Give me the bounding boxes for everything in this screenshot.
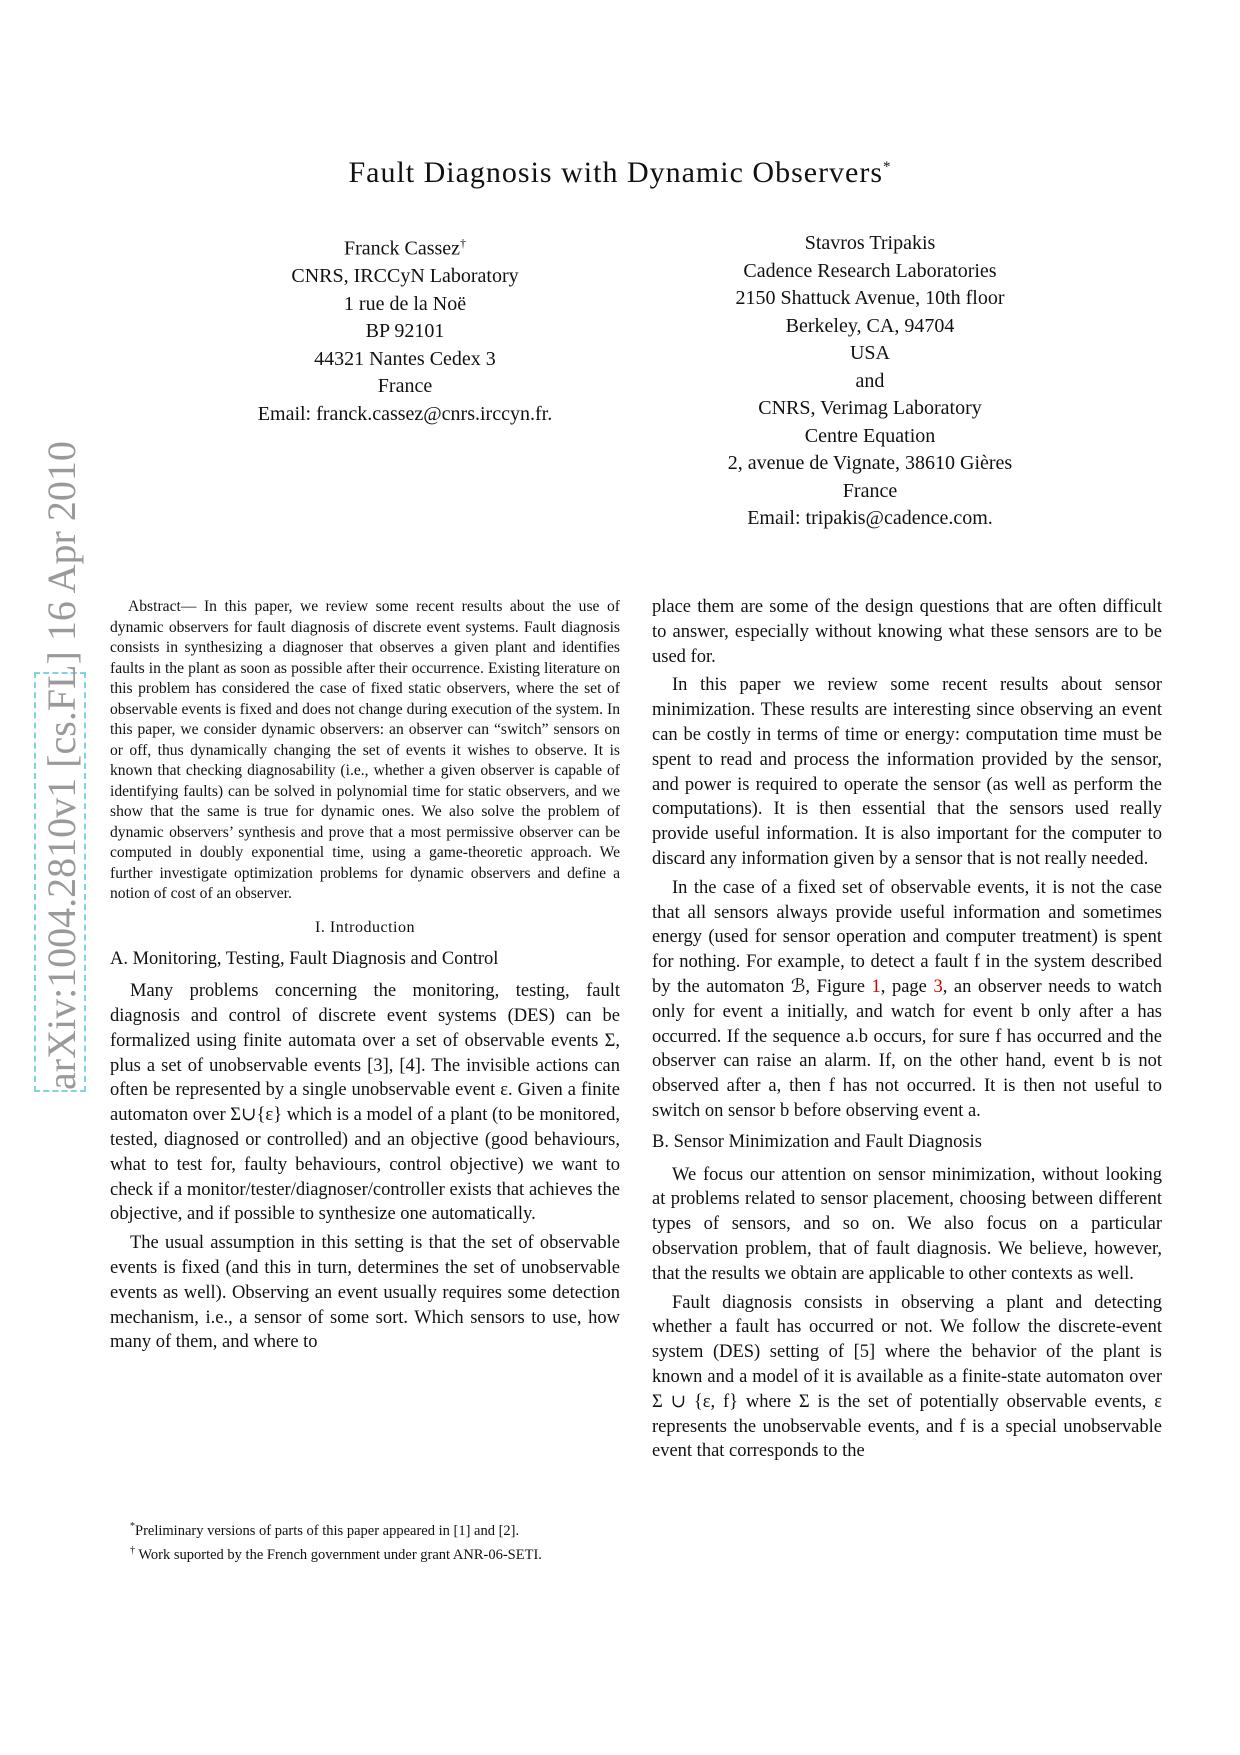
affiliation-line: France <box>842 479 898 502</box>
affiliation-line: 2, avenue de Vignate, 38610 Gières <box>727 452 1013 474</box>
title-text: Fault Diagnosis with Dynamic Observers <box>348 156 884 189</box>
author-email: Email: tripakis@cadence.com. <box>747 507 993 529</box>
author-name: Franck Cassez† <box>343 236 467 260</box>
affiliation-line: Berkeley, CA, 94704 <box>785 314 955 337</box>
paragraph: place them are some of the design questions that are often difficult to answer, especially without knowing what these sensors are to be used for. <box>652 597 1162 667</box>
paragraph: In this paper we review some recent results about sensor minimization. These results are interesting since observing an event can be costly in terms of time or energy: computation time must be spent to read and process the information provided by the sensor, and power is required to operate the sensor (as well as perform the computations). It is then essential that the sensors used really provide useful information. It is also important for the computer to discard any information given by a sensor that is not really needed. <box>652 675 1162 869</box>
affiliation-line: CNRS, Verimag Laboratory <box>758 397 982 419</box>
right-column <box>652 595 1162 1468</box>
paragraph: Many problems concerning the monitoring, testing, fault diagnosis and control of discrete event systems (DES) can be formalized using finite automata over a set of observable events Σ, plus a set of unobservable events [3], [4]. The invisible actions can often be represented by a single unobservable event ε. Given a finite automaton over Σ∪{ε} which is a model of a plant (to be monitored, tested, diagnosed or controlled) and an objective (good behaviours, what to test for, faulty behaviours, control objective) we want to check if a monitor/tester/diagnoser/controller exists that achieves the objective, and if possible to synthesize one automatically. <box>110 981 620 1225</box>
paragraph: We focus our attention on sensor minimization, without looking at problems related to sensor placement, choosing between different types of sensors, and so on. We also focus on a particular observation problem, that of fault diagnosis. We believe, however, that the results we obtain are applicable to other contexts as well. <box>652 1164 1162 1284</box>
author-block-left <box>200 230 610 428</box>
affiliation-line: CNRS, IRCCyN Laboratory <box>291 265 519 288</box>
section-title: Introduction <box>329 918 415 936</box>
affiliation-line: France <box>377 375 433 398</box>
body-text-left <box>110 947 620 1356</box>
paper-title <box>0 156 1240 190</box>
affiliation-line: and <box>855 369 885 392</box>
author-email: Email: franck.cassez@cnrs.irccyn.fr. <box>257 402 553 425</box>
arxiv-stamp[interactable]: arXiv:1004.2810v1 [cs.FL] 16 Apr 2010 <box>34 672 86 1092</box>
subsection-heading: B. Sensor Minimization and Fault Diagnosis <box>652 1131 982 1152</box>
affiliation-line: 44321 Nantes Cedex 3 <box>314 347 496 370</box>
footnote: † Work suported by the French government under grant ANR-06-SETI. <box>130 1544 542 1563</box>
paragraph: Fault diagnosis consists in observing a plant and detecting whether a fault has occurred or not. We follow the discrete-event system (DES) setting of [5] where the behavior of the plant is known and a model of it is available as a finite-state automaton over Σ ∪ {ε, f} where Σ is the set of potentially observable events, ε represents the unobservable events, and f is a special unobservable event that corresponds to the <box>652 1292 1162 1462</box>
affiliation-line: 2150 Shattuck Avenue, 10th floor <box>735 287 1005 309</box>
affiliation-line: USA <box>849 342 890 364</box>
abstract-label: Abstract— <box>128 598 197 615</box>
left-column <box>110 597 620 1359</box>
footnotes <box>110 1517 620 1565</box>
footnote: *Preliminary versions of parts of this paper appeared in [1] and [2]. <box>130 1521 520 1539</box>
paragraph: The usual assumption in this setting is that the set of observable events is fixed (and this in turn, determines the set of unobservable events as well). Observing an event usually requires some detection mechanism, i.e., a sensor of some sort. Which sensors to use, how many of them, and where to <box>110 1233 620 1353</box>
title-footnote-mark: * <box>883 159 892 175</box>
affiliation-line: Cadence Research Laboratories <box>743 259 997 282</box>
abstract <box>110 597 620 905</box>
author-name: Stavros Tripakis <box>804 232 936 254</box>
paragraph: In the case of a fixed set of observable events, it is not the case that all sensors always provide useful information and sometimes energy (used for sensor operation and computer treatment) is spent for nothing. For example, to detect a fault f in the system described by the automaton ℬ, Figure 1, page 3, an observer needs to watch only for event a initially, and watch for event b only after a has occurred. If the sequence a.b occurs, for sure f has occurred and the observer can raise an alarm. If, on the other hand, event b is not observed after a, then f has not occurred. It is then not useful to switch on sensor b before observing event a. <box>652 877 1163 1121</box>
abstract-text: In this paper, we review some recent results about the use of dynamic observers for fault diagnosis of discrete event systems. Fault diagnosis consists in synthesizing a diagnoser that observes a given plant and identifies faults in the plant as soon as possible after their occurrence. Existing literature on this problem has considered the case of fixed static observers, where the set of observable events is fixed and does not change during execution of the system. In this paper, we consider dynamic observers: an observer can “switch” sensors on or off, thus dynamically changing the set of events it wishes to observe. It is known that checking diagnosability (i.e., whether a given observer is capable of identifying faults) can be solved in polynomial time for static observers, and we show that the same is true for dynamic ones. We also solve the problem of dynamic observers’ synthesis and prove that a most permissive observer can be computed in doubly exponential time, using a game-theoretic approach. We further investigate optimization problems for dynamic observers and define a notion of cost of an observer. <box>110 598 620 902</box>
affiliation-line: BP 92101 <box>365 320 445 343</box>
author-block-right <box>670 230 1070 533</box>
figure-link[interactable]: 1 <box>871 976 881 997</box>
affiliation-line: 1 rue de la Noë <box>343 292 467 315</box>
page-link[interactable]: 3 <box>933 976 943 997</box>
subsection-heading: A. Monitoring, Testing, Fault Diagnosis and Control <box>110 948 499 969</box>
affiliation-line: Centre Equation <box>804 424 936 447</box>
author-footnote-mark: † <box>460 236 467 250</box>
section-heading: I. Introduction <box>315 918 415 936</box>
